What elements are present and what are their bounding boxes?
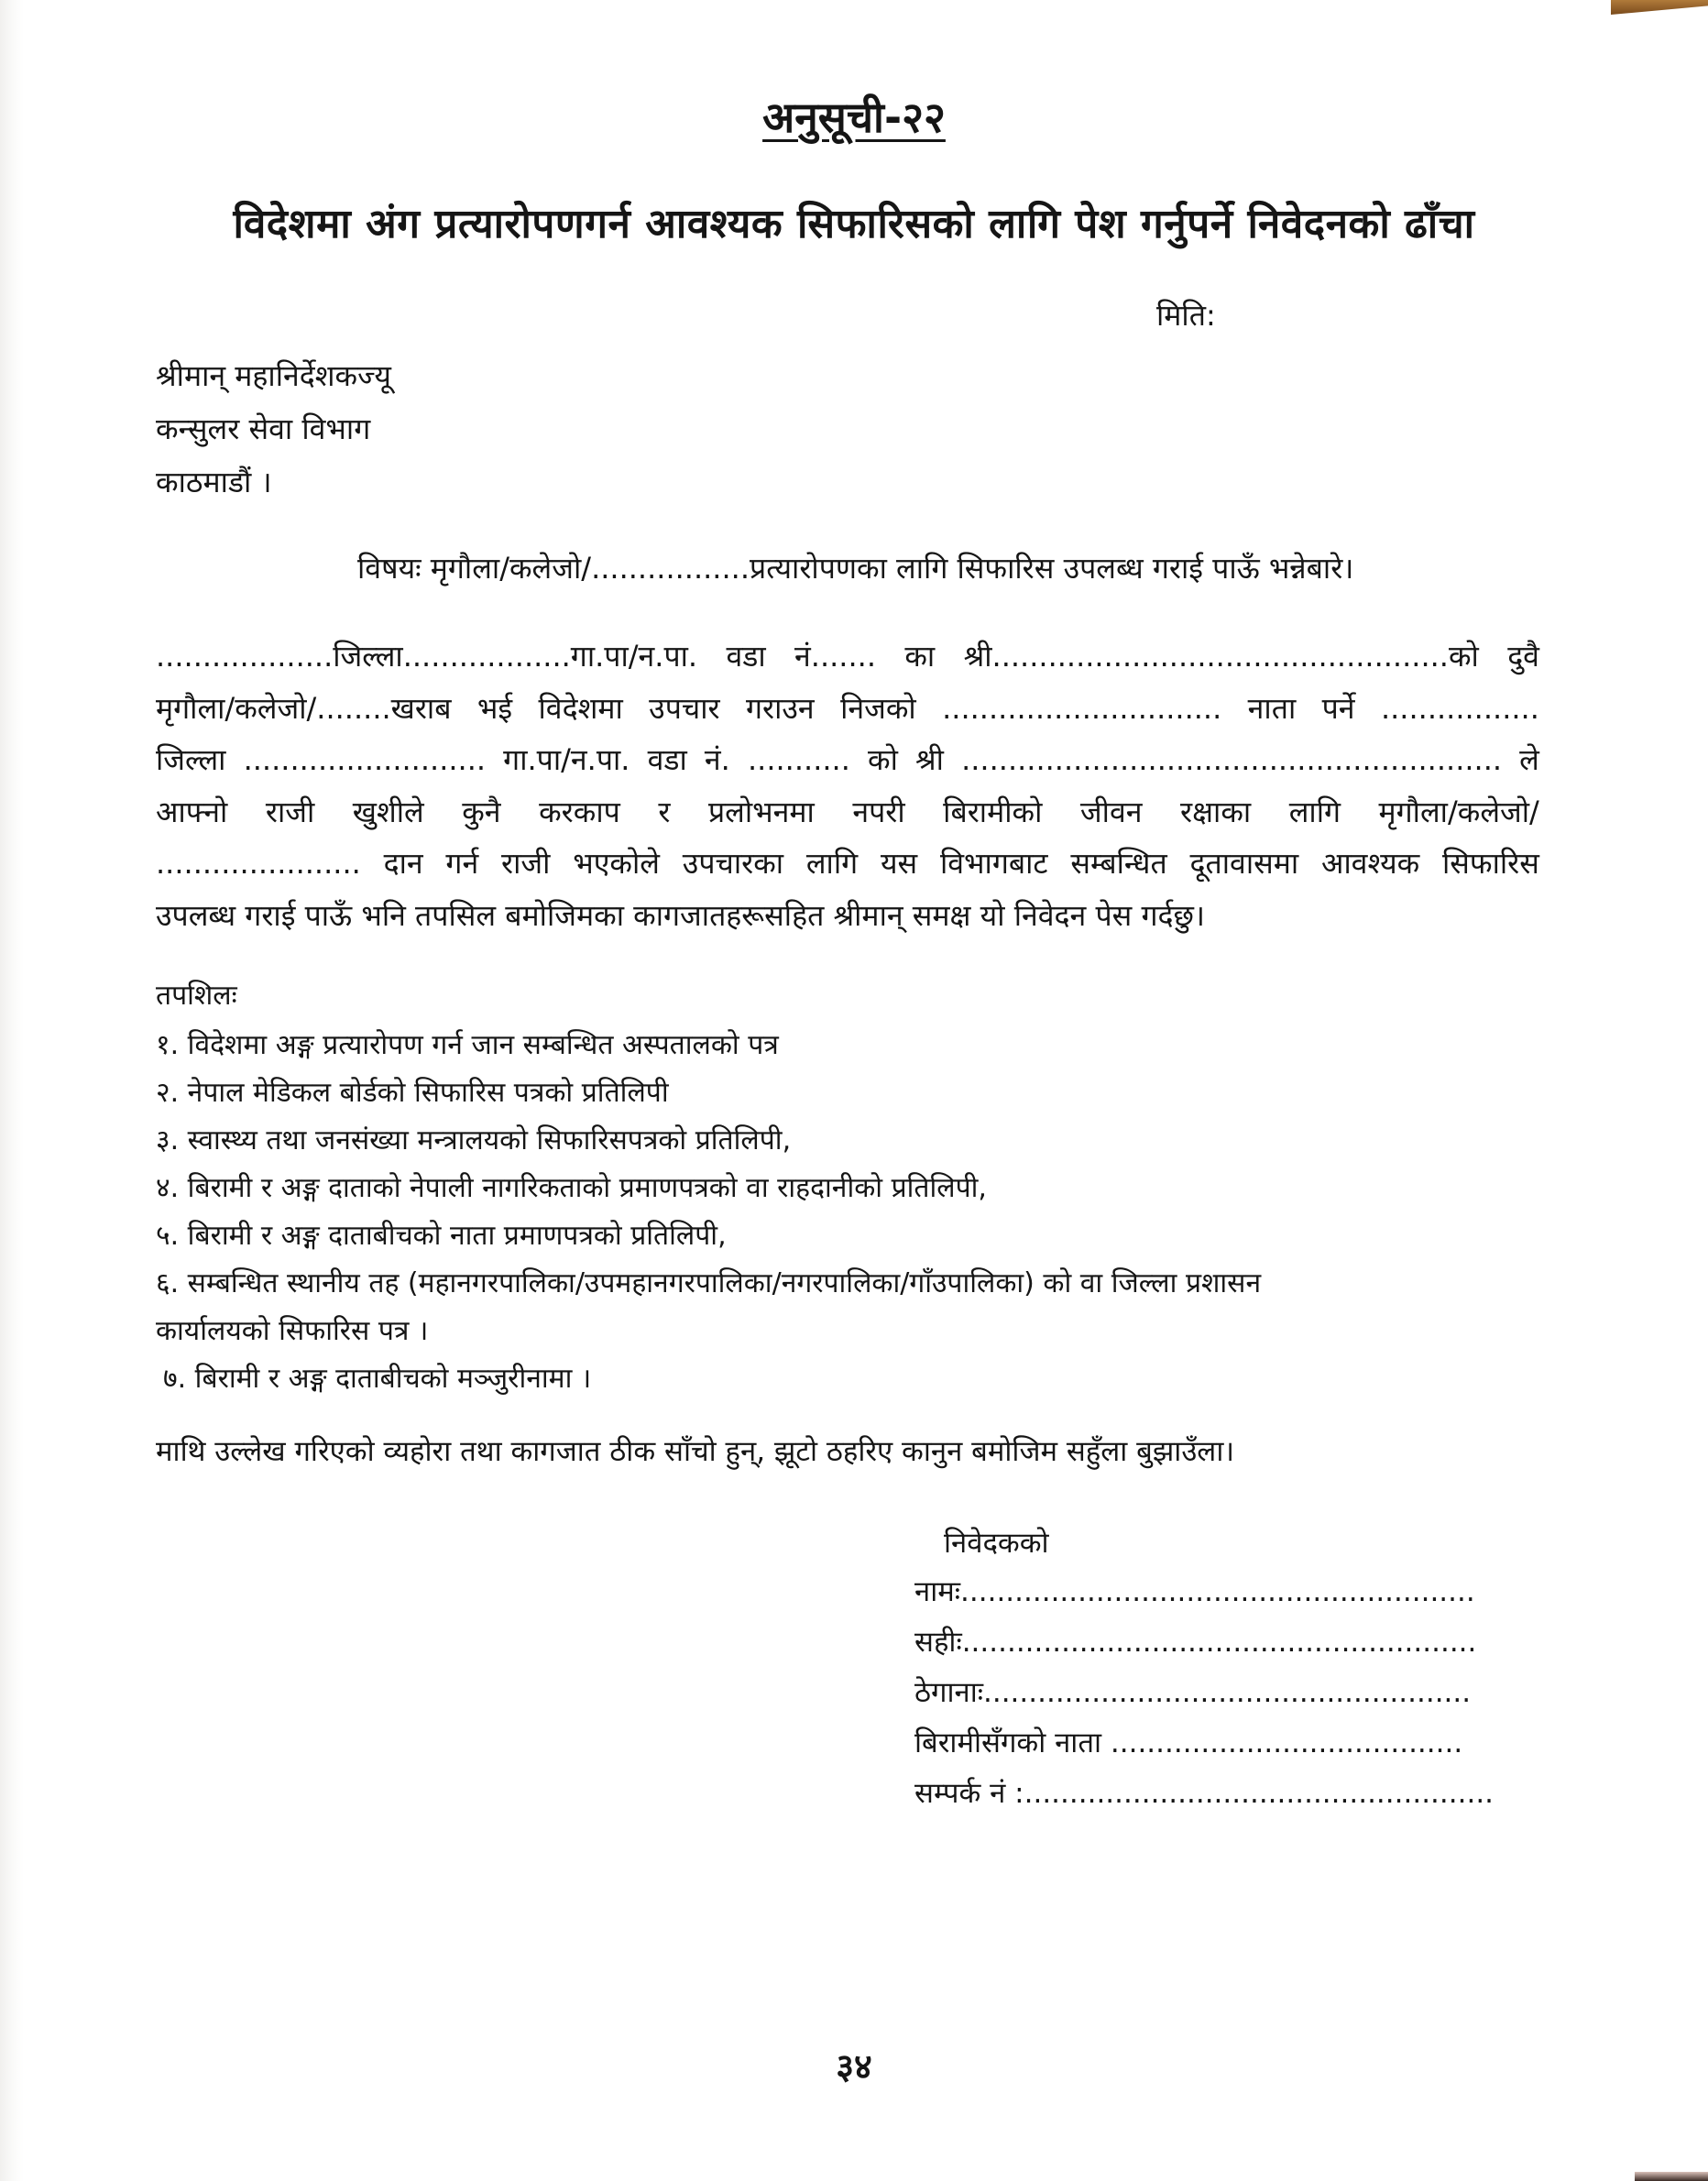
signature-field-name: नामः......................................................... bbox=[914, 1575, 1475, 1608]
attachment-item: १. विदेशमा अङ्ग प्रत्यारोपण गर्न जान सम्बन्धित अस्पतालको पत्र bbox=[156, 1029, 779, 1061]
body-word: वडा bbox=[647, 742, 687, 777]
body-word: .............................. bbox=[942, 690, 1222, 726]
body-line bbox=[156, 838, 1539, 890]
body-word: सिफारिस bbox=[1442, 846, 1539, 881]
body-line bbox=[156, 630, 1539, 683]
body-word: गराउन bbox=[745, 690, 815, 726]
attachment-item: ५. बिरामी र अङ्ग दाताबीचको नाता प्रमाणपत्रको प्रतिलिपी, bbox=[156, 1220, 727, 1252]
body-word: लागि bbox=[805, 846, 859, 881]
body-paragraph bbox=[156, 630, 1539, 941]
body-word: पर्ने bbox=[1321, 690, 1355, 726]
body-word: दूतावासमा bbox=[1189, 846, 1299, 881]
body-word: नं. bbox=[704, 742, 730, 777]
body-line bbox=[156, 786, 1539, 838]
body-word: कुनै bbox=[462, 794, 501, 829]
signature-block bbox=[914, 1567, 1494, 1819]
body-word: राजी bbox=[501, 846, 551, 881]
attachments-list bbox=[156, 1022, 1261, 1403]
background-desk-bottom bbox=[1635, 2172, 1708, 2181]
body-word: .......................................................... bbox=[961, 742, 1503, 777]
attachment-item: ६. सम्बन्धित स्थानीय तह (महानगरपालिका/उपमहानगरपालिका/नगरपालिका/गाँउपालिका) को वा जिल्ला प्रशासन bbox=[156, 1267, 1262, 1299]
body-word: ले bbox=[1519, 742, 1539, 777]
body-word: ...................... bbox=[156, 846, 361, 881]
body-line bbox=[156, 683, 1539, 735]
body-word: श्री.................................................को bbox=[963, 639, 1479, 674]
body-word: राजी bbox=[265, 794, 315, 829]
body-word: गर्न bbox=[445, 846, 479, 881]
signature-field-contact: सम्पर्क नं :.................................................... bbox=[914, 1777, 1494, 1810]
body-word: ................. bbox=[1380, 690, 1539, 726]
date-label: मिति: bbox=[1156, 298, 1216, 333]
body-word: दुवै bbox=[1507, 639, 1539, 674]
body-word: उपचार bbox=[649, 690, 720, 726]
body-word: नं....... bbox=[794, 639, 876, 674]
declaration-text: माथि उल्लेख गरिएको व्यहोरा तथा कागजात ठीक साँचो हुन्, झूटो ठहरिए कानुन बमोजिम सहुँला बुझाउँला। bbox=[156, 1435, 1235, 1468]
body-word: नपरी bbox=[852, 794, 905, 829]
body-line bbox=[156, 734, 1539, 786]
attachment-item: ४. बिरामी र अङ्ग दाताको नेपाली नागरिकताको प्रमाणपत्रको वा राहदानीको प्रतिलिपी, bbox=[156, 1172, 987, 1204]
background-desk-top bbox=[1611, 0, 1708, 15]
body-word: गा.पा/न.पा. bbox=[503, 742, 630, 777]
addressee-line-3: काठमाडौं । bbox=[156, 465, 272, 499]
attachment-item: ७. बिरामी र अङ्ग दाताबीचको मञ्जुरीनामा । bbox=[163, 1363, 592, 1395]
body-line bbox=[156, 890, 1539, 942]
body-word: यस bbox=[880, 846, 918, 881]
body-word: सम्बन्धित bbox=[1070, 846, 1167, 881]
body-word: भई bbox=[476, 690, 513, 726]
body-word: ...................जिल्ला..................गा.पा/न.पा. bbox=[156, 639, 698, 674]
page-number: ३४ bbox=[836, 2046, 872, 2087]
body-word: निजको bbox=[840, 690, 916, 726]
body-word: जीवन bbox=[1079, 794, 1143, 829]
body-word: उपचारका bbox=[682, 846, 784, 881]
body-word: र bbox=[658, 794, 671, 829]
body-word: मृगौला/कलेजो/........खराब bbox=[156, 690, 452, 726]
attachments-heading: तपशिलः bbox=[156, 980, 237, 1012]
signature-field-relation: बिरामीसँगको नाता ....................................... bbox=[914, 1726, 1463, 1759]
body-word: मृगौला/कलेजो/ bbox=[1378, 794, 1539, 829]
body-word: खुशीले bbox=[352, 794, 424, 829]
body-word: दान bbox=[383, 846, 423, 881]
body-word: जिल्ला bbox=[156, 742, 226, 777]
subject-line: विषयः मृगौला/कलेजो/.................प्रत्यारोपणका लागि सिफारिस उपलब्ध गराई पाऊँ भन्नेबारे। bbox=[357, 551, 1354, 586]
addressee-line-1: श्रीमान् महानिर्देशकज्यू bbox=[156, 358, 391, 393]
form-title: विदेशमा अंग प्रत्यारोपणगर्न आवश्यक सिफारिसको लागि पेश गर्नुपर्ने निवेदनको ढाँचा bbox=[233, 201, 1475, 247]
signature-field-address: ठेगानाः...................................................... bbox=[914, 1676, 1472, 1709]
signature-heading: निवेदकको bbox=[944, 1527, 1049, 1560]
body-word: ........... bbox=[747, 742, 850, 777]
body-word: उपलब्ध गराई पाऊँ भनि तपसिल बमोजिमका कागजातहरूसहित श्रीमान् समक्ष यो निवेदन पेस गर्दछु। bbox=[156, 897, 1206, 933]
attachment-item: ३. स्वास्थ्य तथा जनसंख्या मन्त्रालयको सिफारिसपत्रको प्रतिलिपी, bbox=[156, 1124, 792, 1156]
body-word: वडा bbox=[726, 639, 766, 674]
body-word: लागि bbox=[1288, 794, 1341, 829]
attachment-item-continuation: कार्यालयको सिफारिस पत्र । bbox=[156, 1315, 429, 1347]
body-word: आफ्नो bbox=[156, 794, 228, 829]
body-word: बिरामीको bbox=[943, 794, 1043, 829]
body-word: श्री bbox=[915, 742, 944, 777]
attachment-item: २. नेपाल मेडिकल बोर्डको सिफारिस पत्रको प्रतिलिपी bbox=[156, 1077, 669, 1109]
body-word: करकाप bbox=[539, 794, 620, 829]
schedule-heading: अनुसूची-२२ bbox=[762, 93, 946, 142]
body-word: विदेशमा bbox=[538, 690, 623, 726]
body-word: का bbox=[904, 639, 936, 674]
body-word: नाता bbox=[1247, 690, 1297, 726]
addressee-line-2: कन्सुलर सेवा विभाग bbox=[156, 411, 371, 446]
page-binding-edge bbox=[0, 0, 24, 2181]
body-word: प्रलोभनमा bbox=[707, 794, 815, 829]
body-word: विभागबाट bbox=[939, 846, 1048, 881]
signature-field-signature: सहीः......................................................... bbox=[914, 1626, 1477, 1659]
body-word: रक्षाका bbox=[1180, 794, 1252, 829]
body-word: को bbox=[868, 742, 898, 777]
body-word: आवश्यक bbox=[1320, 846, 1420, 881]
body-word: भएकोले bbox=[573, 846, 660, 881]
body-word: .......................... bbox=[243, 742, 487, 777]
